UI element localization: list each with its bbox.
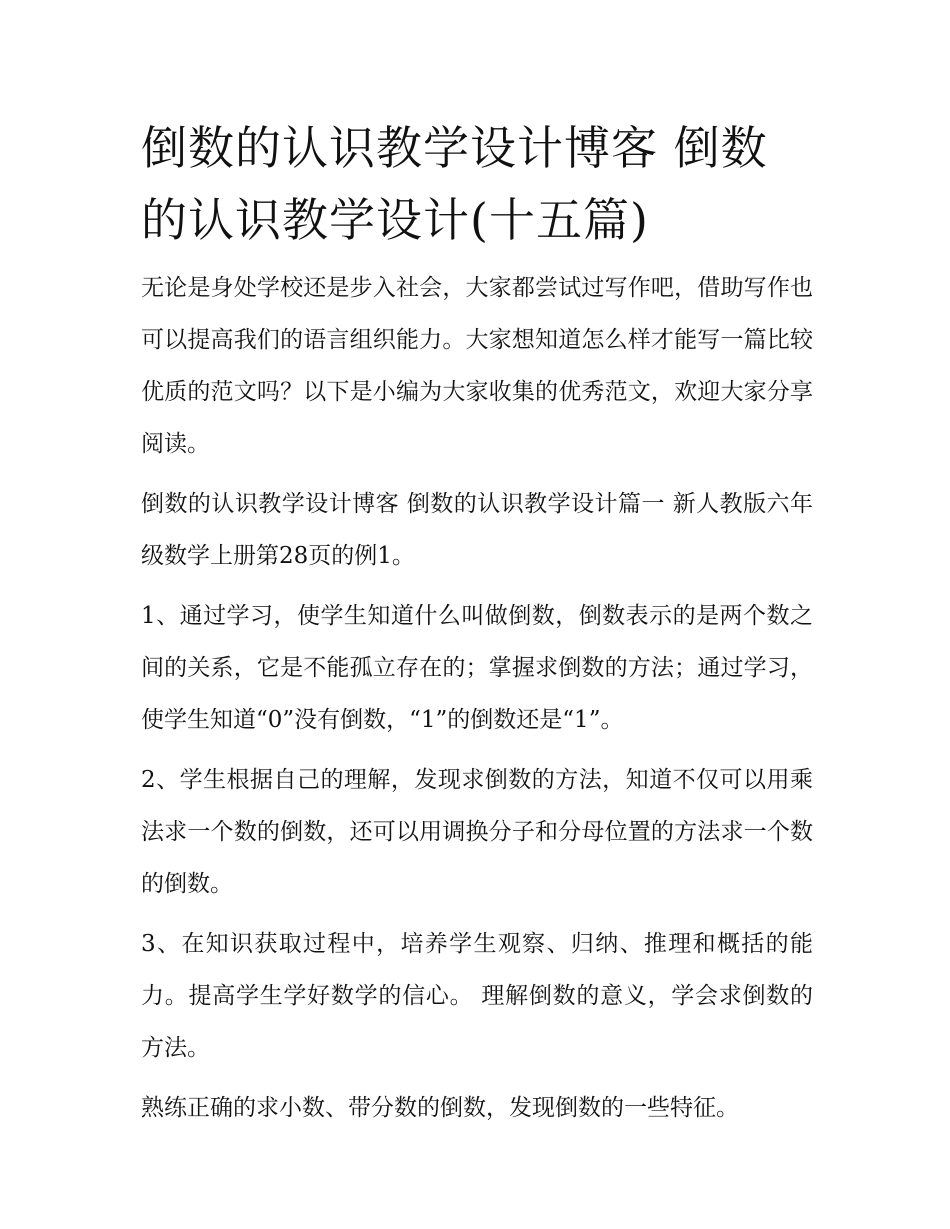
document-title: 倒数的认识教学设计博客 倒数的认识教学设计(十五篇)	[141, 121, 768, 247]
lesson-source-paragraph: 倒数的认识教学设计博客 倒数的认识教学设计篇一 新人教版六年级数学上册第28页的例1。	[141, 491, 813, 569]
objective-3-paragraph: 3、在知识获取过程中，培养学生观察、归纳、推理和概括的能力。提高学生学好数学的信心。 理解倒数的意义，学会求倒数的方法。	[141, 931, 813, 1061]
document-body	[141, 112, 813, 1142]
objective-2-paragraph: 2、学生根据自己的理解，发现求倒数的方法，知道不仅可以用乘法求一个数的倒数，还可以用调换分子和分母位置的方法求一个数的倒数。	[141, 767, 813, 897]
intro-paragraph: 无论是身处学校还是步入社会，大家都尝试过写作吧，借助写作也可以提高我们的语言组织能力。大家想知道怎么样才能写一篇比较优质的范文吗？以下是小编为大家收集的优秀范文，欢迎大家分享阅读。	[141, 275, 813, 457]
objective-1-paragraph: 1、通过学习，使学生知道什么叫做倒数，倒数表示的是两个数之间的关系，它是不能孤立存在的；掌握求倒数的方法；通过学习，使学生知道“0”没有倒数，“1”的倒数还是“1”。	[141, 603, 813, 733]
difficulty-paragraph: 熟练正确的求小数、带分数的倒数，发现倒数的一些特征。	[141, 1095, 739, 1121]
